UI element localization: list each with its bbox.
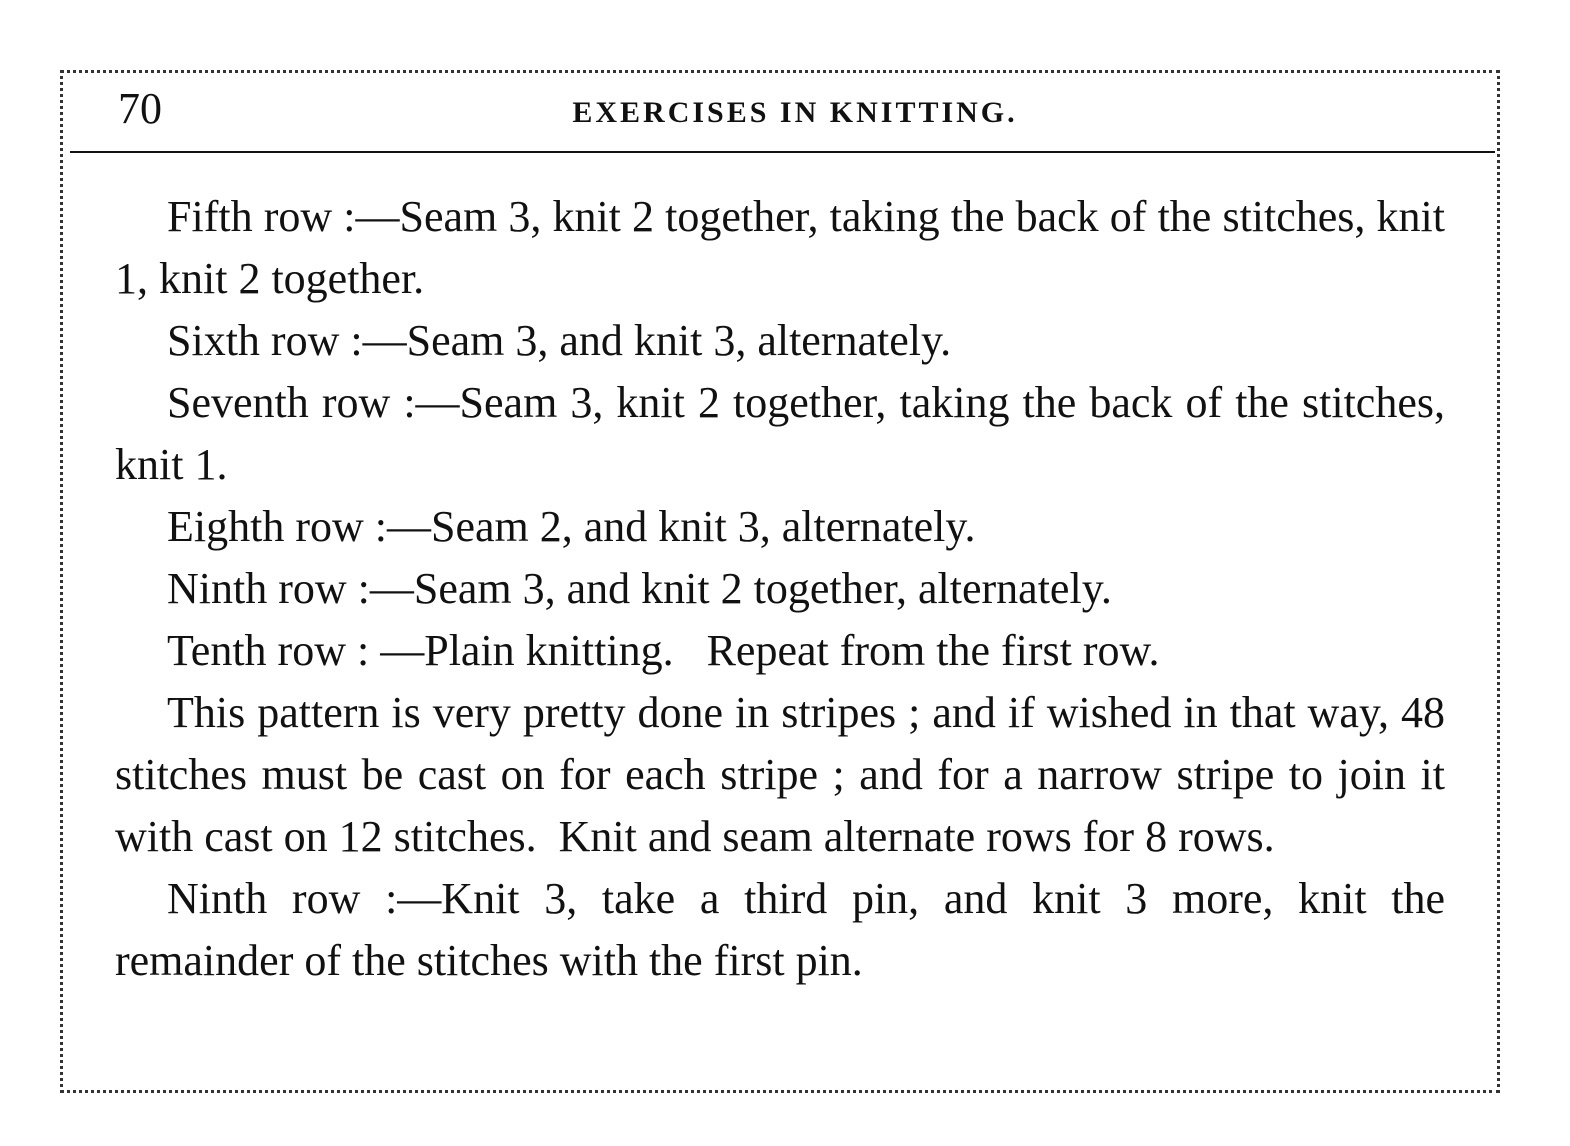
row-label: Seventh row — [167, 378, 391, 427]
row-label: Ninth row — [167, 874, 361, 923]
row-separator: :— — [346, 564, 414, 613]
paragraph-text: Seam 2, and knit 3, alternately. — [431, 502, 976, 551]
paragraph-text: Knit 3, take a third pin, and knit 3 more, knit the remainder of the stitches with the first pin. — [115, 874, 1445, 985]
running-title-text: EXERCISES IN KNITTING. — [572, 96, 1018, 129]
paragraph-fifth-row — [115, 186, 1445, 310]
paragraph-stripes-note — [115, 682, 1456, 868]
paragraph-text: Seam 3, knit 2 together, taking the back of the stitches, knit 1. — [115, 378, 1445, 489]
row-label: Ninth row — [167, 564, 347, 613]
paragraph-text: Seam 3, and knit 3, alternately. — [406, 316, 952, 365]
row-label: Eighth row — [167, 502, 364, 551]
paragraph-seventh-row — [115, 372, 1445, 496]
page-number: 70 — [118, 84, 162, 133]
running-title — [0, 96, 1570, 130]
row-separator: :— — [363, 502, 431, 551]
body-text — [115, 186, 1456, 992]
paragraph-ninth-row — [115, 558, 1445, 620]
paragraph-tenth-row — [115, 620, 1445, 682]
row-label: Sixth row — [167, 316, 340, 365]
row-separator: :— — [332, 192, 400, 241]
header-rule — [70, 151, 1495, 153]
row-separator: :— — [360, 874, 442, 923]
row-separator: :— — [339, 316, 407, 365]
paragraph-ninth-row-stripe — [115, 868, 1445, 992]
paragraph-text: Plain knitting. Repeat from the first row. — [424, 626, 1160, 675]
row-label: Tenth row — [167, 626, 346, 675]
row-separator: : — — [346, 626, 425, 675]
row-label: Fifth row — [167, 192, 333, 241]
paragraph-sixth-row — [115, 310, 1445, 372]
paragraph-text: Seam 3, and knit 2 together, alternately. — [413, 564, 1112, 613]
paragraph-text: Seam 3, knit 2 together, taking the back of the stitches, knit 1, knit 2 together. — [115, 192, 1445, 303]
paragraph-text: This pattern is very pretty done in stripes ; and if wished in that way, 48 stitches must be cast on for each stripe ; and for a narrow stripe to join it with cast on 12 stitches. Knit and seam alternate rows for 8 rows. — [115, 688, 1456, 861]
paragraph-eighth-row — [115, 496, 1445, 558]
row-separator: :— — [390, 378, 460, 427]
